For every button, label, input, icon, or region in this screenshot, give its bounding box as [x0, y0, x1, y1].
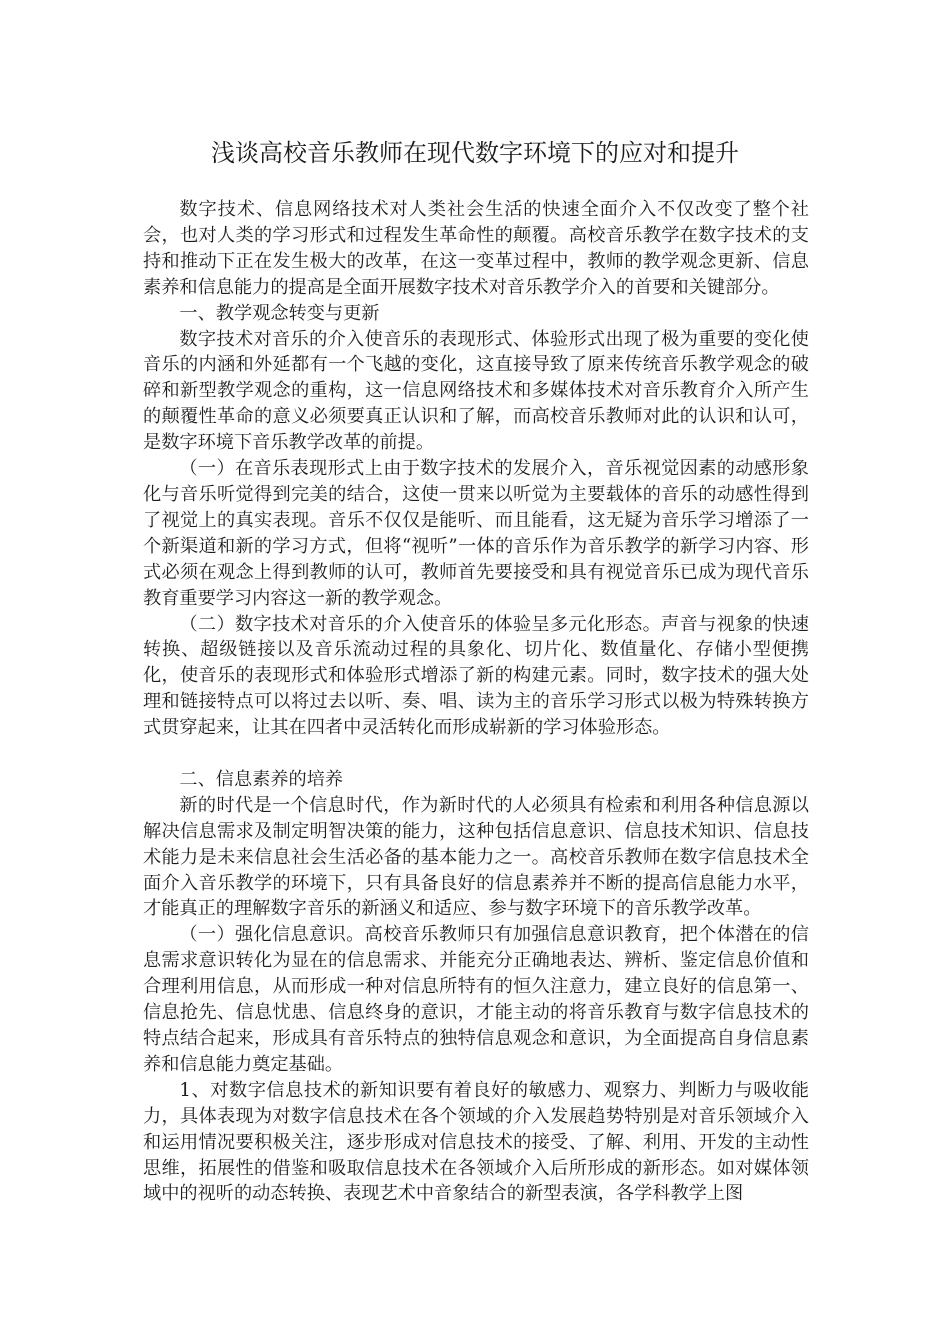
section-2-paragraph: 新的时代是一个信息时代，作为新时代的人必须具有检索和利用各种信息源以解决信息需求及制定明智决策的能力，这种包括信息意识、信息技术知识、信息技术能力是未来信息社会生活必备的基本能力之一。高校音乐教师在数字信息技术全面介入音乐教学的环境下，只有具备良好的信息素养并不断的提高信息能力水平，才能真正的理解数字音乐的新涵义和适应、参与数字环境下的音乐教学改革。 [143, 794, 809, 920]
section-heading-1: 一、教学观念转变与更新 [179, 302, 380, 324]
section-1-item-1-paragraph: （一）在音乐表现形式上由于数字技术的发展介入，音乐视觉因素的动感形象化与音乐听觉得到完美的结合，这使一贯来以听觉为主要载体的音乐的动感性得到了视觉上的真实表现。音乐不仅仅是能听、而且能看，这无疑为音乐学习增添了一个新渠道和新的学习方式，但将“视听”一体的音乐作为音乐教学的新学习内容、形式必须在观念上得到教师的认可，教师首先要接受和具有视觉音乐已成为现代音乐教育重要学习内容这一新的教学观念。 [143, 458, 809, 609]
document-body [143, 197, 809, 1207]
intro-paragraph: 数字技术、信息网络技术对人类社会生活的快速全面介入不仅改变了整个社会，也对人类的学习形式和过程发生革命性的颠覆。高校音乐教学在数字技术的支持和推动下正在发生极大的改革，在这一变革过程中，教师的教学观念更新、信息素养和信息能力的提高是全面开展数字技术对音乐教学介入的首要和关键部分。 [143, 199, 809, 298]
section-2-point-1-paragraph: 1、对数字信息技术的新知识要有着良好的敏感力、观察力、判断力与吸收能力，具体表现为对数字信息技术在各个领域的介入发展趋势特别是对音乐领域介入和运用情况要积极关注，逐步形成对信息技术的接受、了解、利用、开发的主动性思维，拓展性的借鉴和吸取信息技术在各领域介入后所形成的新形态。如对媒体领域中的视听的动态转换、表现艺术中音象结合的新型表演，各学科教学上图 [143, 1079, 809, 1205]
section-1-item-2-paragraph: （二）数字技术对音乐的介入使音乐的体验呈多元化形态。声音与视象的快速转换、超级链接以及音乐流动过程的具象化、切片化、数值量化、存储小型便携化，使音乐的表现形式和体验形式增添了新的构建元素。同时，数字技术的强大处理和链接特点可以将过去以听、奏、唱、读为主的音乐学习形式以极为特殊转换方式贯穿起来，让其在四者中灵活转化而形成崭新的学习体验形态。 [143, 613, 809, 739]
section-2-item-1-paragraph: （一）强化信息意识。高校音乐教师只有加强信息意识教育，把个体潜在的信息需求意识转化为显在的信息需求、并能充分正确地表达、辨析、鉴定信息价值和合理利用信息，从而形成一种对信息所特有的恒久注意力，建立良好的信息第一、信息抢先、信息忧患、信息终身的意识，才能主动的将音乐教育与数字信息技术的特点结合起来，形成具有音乐特点的独特信息观念和意识，为全面提高自身信息素养和信息能力奠定基础。 [143, 924, 809, 1075]
section-1-paragraph: 数字技术对音乐的介入使音乐的表现形式、体验形式出现了极为重要的变化使音乐的内涵和外延都有一个飞越的变化，这直接导致了原来传统音乐教学观念的破碎和新型教学观念的重构，这一信息网络技术和多媒体技术对音乐教育介入所产生的颠覆性革命的意义必须要真正认识和了解，而高校音乐教师对此的认识和认可，是数字环境下音乐教学改革的前提。 [143, 328, 809, 454]
document-title: 浅谈高校音乐教师在现代数字环境下的应对和提升 [211, 139, 739, 167]
paragraph-spacer [143, 741, 809, 767]
section-heading-2: 二、信息素养的培养 [179, 768, 344, 790]
